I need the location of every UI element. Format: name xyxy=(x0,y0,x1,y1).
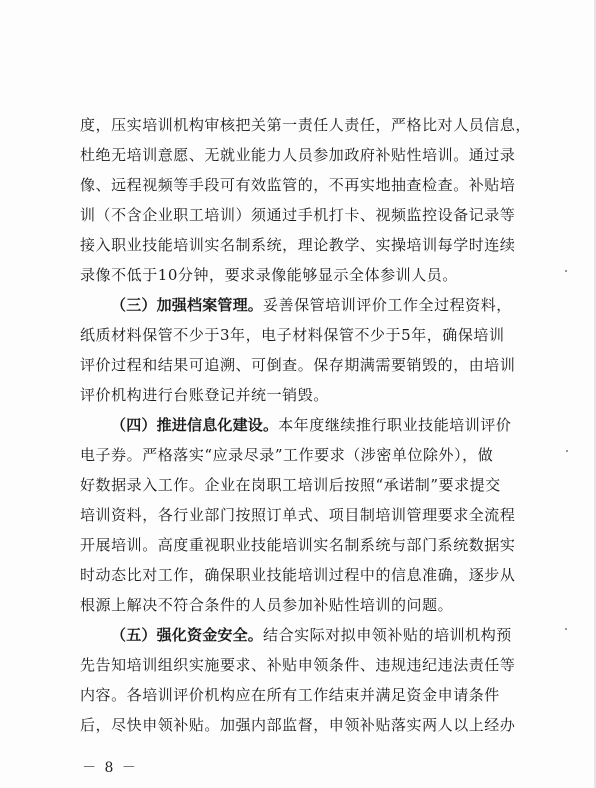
page-number: － 8 － xyxy=(82,760,138,776)
text-line: 接入职业技能培训实名制系统，理论教学、实操培训每学时连续 xyxy=(80,236,516,254)
text-line: 评价机构进行台账登记并统一销毁。 xyxy=(80,386,329,404)
section-first-line-text: 妥善保管培训评价工作全过程资料， xyxy=(263,296,512,314)
section-first-line xyxy=(80,290,532,320)
text-line: 先告知培训组织实施要求、补贴申领条件、违规违纪违法责任等 xyxy=(80,656,516,674)
scan-speck xyxy=(566,450,568,452)
section-fund-safety xyxy=(80,620,532,740)
section-first-line-text: 结合实际对拟申领补贴的培训机构预 xyxy=(263,626,512,644)
text-line: 内容。各培训评价机构应在所有工作结束并满足资金申请条件 xyxy=(80,686,500,704)
text-line: 培训资料，各行业部门按照订单式、项目制培训管理要求全流程 xyxy=(80,506,516,524)
body-text xyxy=(80,110,532,740)
section-first-line-text: 本年度继续推行职业技能培训评价 xyxy=(278,416,512,434)
section-heading: （四）推进信息化建设。 xyxy=(111,416,279,434)
text-line: 电子券。严格落实“应录尽录”工作要求（涉密单位除外），做 xyxy=(80,446,494,464)
section-archive-management xyxy=(80,290,532,410)
section-first-line xyxy=(80,620,532,650)
text-line: 纸质材料保管不少于3年，电子材料保管不少于5年，确保培训 xyxy=(80,326,505,344)
text-line: 像、远程视频等手段可有效监管的，不再实地抽查检查。补贴培 xyxy=(80,176,516,194)
text-line: 开展培训。高度重视职业技能培训实名制系统与部门系统数据实 xyxy=(80,536,516,554)
text-line: 度，压实培训机构审核把关第一责任人责任，严格比对人员信息， xyxy=(80,116,531,134)
section-informatization xyxy=(80,410,532,620)
scan-speck xyxy=(565,270,567,272)
text-line: 杜绝无培训意愿、无就业能力人员参加政府补贴性培训。通过录 xyxy=(80,146,516,164)
text-line: 训（不含企业职工培训）须通过手机打卡、视频监控设备记录等 xyxy=(80,206,516,224)
text-line: 录像不低于10分钟，要求录像能够显示全体参训人员。 xyxy=(80,266,458,284)
section-heading: （三）加强档案管理。 xyxy=(111,296,264,314)
text-line: 后，尽快申领补贴。加强内部监督，申领补贴落实两人以上经办 xyxy=(80,716,516,734)
section-first-line xyxy=(80,410,532,440)
scan-speck xyxy=(565,628,567,630)
text-line: 好数据录入工作。企业在岗职工培训后按照“承诺制”要求提交 xyxy=(80,476,501,494)
text-line: 时动态比对工作，确保职业技能培训过程中的信息准确，逐步从 xyxy=(80,566,516,584)
text-line: 评价过程和结果可追溯、可倒查。保存期满需要销毁的，由培训 xyxy=(80,356,516,374)
section-heading: （五）强化资金安全。 xyxy=(111,626,264,644)
text-line: 根源上解决不符合条件的人员参加补贴性培训的问题。 xyxy=(80,596,454,614)
